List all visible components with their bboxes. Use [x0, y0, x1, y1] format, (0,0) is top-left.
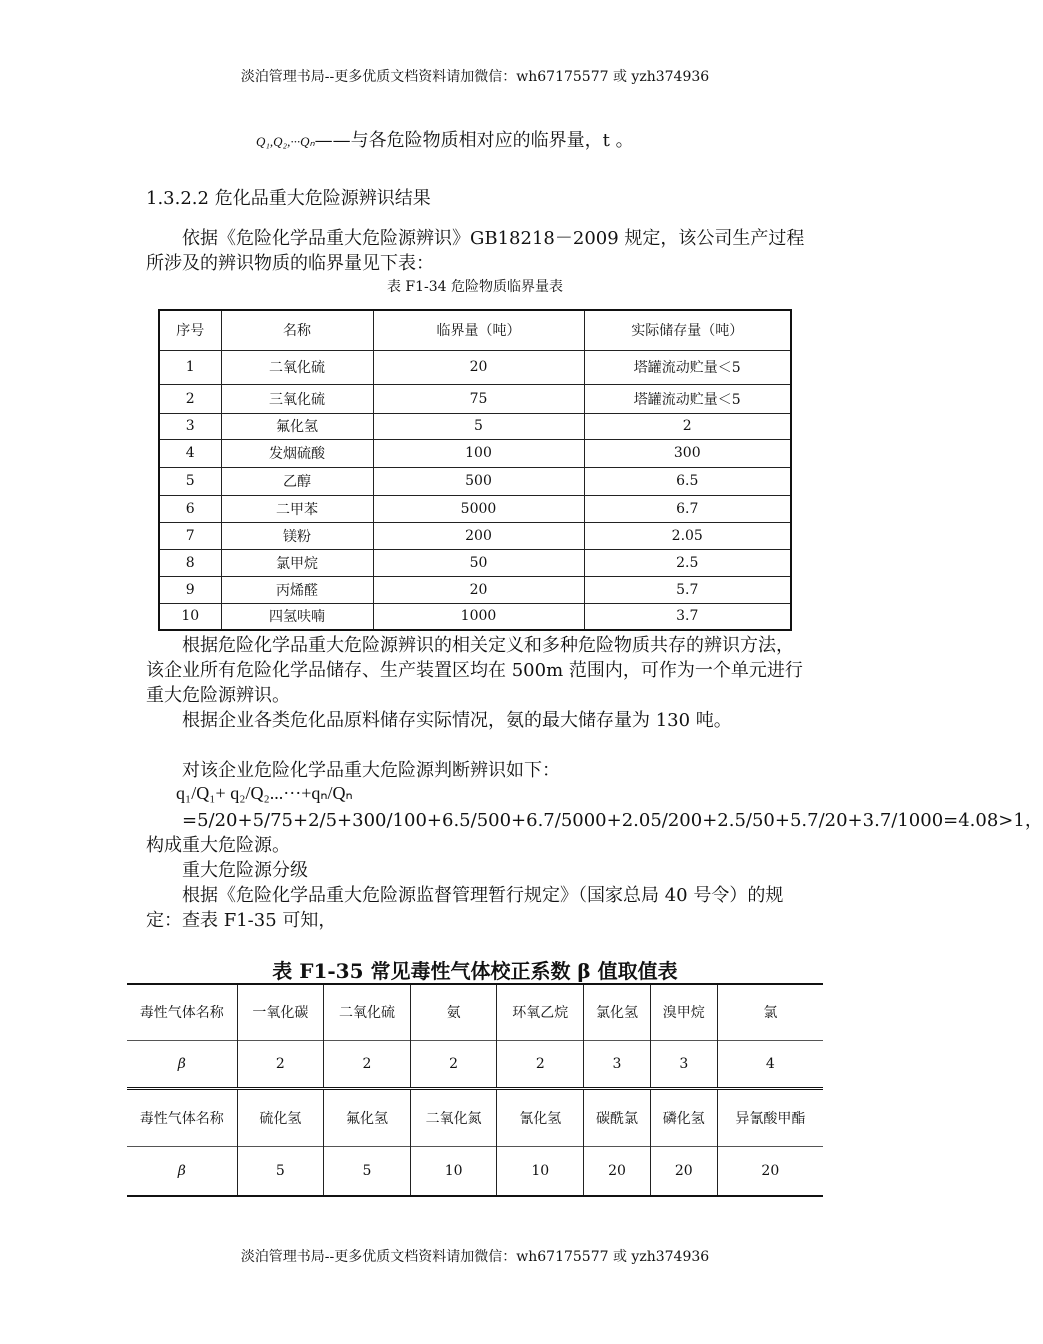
table1-cell: 2.05	[584, 522, 791, 549]
table1-cell: 5000	[373, 495, 584, 522]
table1-cell: 2	[584, 413, 791, 439]
toxic-gas-beta-table	[127, 983, 823, 1197]
table1-cell: 乙醇	[221, 467, 373, 495]
table1-caption: 表 F1-34 危险物质临界量表	[386, 279, 564, 295]
formula-expression: q₁/Q₁+ q₂/Q₂...···+qₙ/Qₙ	[176, 783, 353, 803]
table1-cell: 75	[373, 384, 584, 413]
table1-cell: 5	[373, 413, 584, 439]
table1-header-cell: 实际储存量（吨）	[584, 310, 791, 350]
beta-value-cell: 3	[650, 1040, 717, 1088]
beta-value-cell: 20	[717, 1146, 823, 1196]
beta-value-cell: 20	[650, 1146, 717, 1196]
table1-cell: 2	[159, 384, 221, 413]
gas-name-cell: 碳酰氯	[584, 1088, 651, 1146]
table1-cell: 100	[373, 439, 584, 467]
table1-cell: 6.7	[584, 495, 791, 522]
beta-value-cell: 20	[584, 1146, 651, 1196]
paragraph-ammonia-storage: 根据企业各类危化品原料储存实际情况，氨的最大储存量为 130 吨。	[182, 710, 732, 731]
table2-name-row	[127, 1088, 823, 1146]
table1-cell: 1000	[373, 603, 584, 630]
table-row	[159, 522, 791, 549]
table1-cell: 50	[373, 549, 584, 576]
gas-name-cell: 氟化氢	[324, 1088, 411, 1146]
table1-cell: 500	[373, 467, 584, 495]
gas-name-cell: 氰化氢	[497, 1088, 584, 1146]
q-symbols: Q₁,Q₂,···Qₙ	[256, 134, 315, 149]
formula-calculation: =5/20+5/75+2/5+300/100+6.5/500+6.7/5000+2.05/200+2.5/50+5.7/20+3.7/1000=4.08>1，构成重大危险源。	[146, 810, 1043, 856]
paragraph-identification-method: 根据危险化学品重大危险源辨识的相关定义和多种危险物质共存的辨识方法，该企业所有危险化学品储存、生产装置区均在 500m 范围内，可作为一个单元进行重大危险源辨识。	[146, 635, 803, 706]
gas-name-cell: 一氧化碳	[237, 984, 324, 1040]
table1-header-cell: 序号	[159, 310, 221, 350]
table-row	[159, 576, 791, 603]
beta-value-cell: 2	[324, 1040, 411, 1088]
table1-cell: 1	[159, 350, 221, 384]
table1-cell: 9	[159, 576, 221, 603]
table-row	[159, 603, 791, 630]
table-row	[159, 350, 791, 384]
table1-cell: 6	[159, 495, 221, 522]
table1-cell: 二甲苯	[221, 495, 373, 522]
table1-cell: 3	[159, 413, 221, 439]
gas-name-cell: 磷化氢	[650, 1088, 717, 1146]
table1-cell: 3.7	[584, 603, 791, 630]
table1-cell: 四氢呋喃	[221, 603, 373, 630]
beta-value-cell: 2	[237, 1040, 324, 1088]
table2-row-label: 毒性气体名称	[127, 1088, 237, 1146]
table2-beta-label: β	[127, 1040, 237, 1088]
paragraph-regulation: 根据《危险化学品重大危险源监督管理暂行规定》（国家总局 40 号令）的规定：查表 F1-35 可知，	[146, 885, 784, 931]
table1-header-cell: 名称	[221, 310, 373, 350]
table-row	[159, 384, 791, 413]
intro-paragraph: 依据《危险化学品重大危险源辨识》GB18218－2009 规定，该公司生产过程所涉及的辨识物质的临界量见下表：	[146, 228, 805, 274]
table1-header-row	[159, 310, 791, 350]
beta-value-cell: 5	[237, 1146, 324, 1196]
q-definition	[256, 126, 634, 152]
page-header: 淡泊管理书局--更多优质文档资料请加微信：wh67175577 或 yzh374936	[240, 69, 710, 85]
table-row	[159, 439, 791, 467]
table1-cell: 200	[373, 522, 584, 549]
critical-quantity-table	[158, 309, 792, 631]
gas-name-cell: 氨	[410, 984, 497, 1040]
table1-header-cell: 临界量（吨）	[373, 310, 584, 350]
table1-cell: 20	[373, 350, 584, 384]
table2-beta-label: β	[127, 1146, 237, 1196]
gas-name-cell: 氯化氢	[584, 984, 651, 1040]
table1-cell: 300	[584, 439, 791, 467]
table2-name-row	[127, 984, 823, 1040]
table1-cell: 5.7	[584, 576, 791, 603]
table1-cell: 塔罐流动贮量＜5	[584, 350, 791, 384]
beta-value-cell: 4	[717, 1040, 823, 1088]
table-row	[159, 549, 791, 576]
beta-value-cell: 2	[497, 1040, 584, 1088]
section-heading: 1.3.2.2 危化品重大危险源辨识结果	[146, 188, 431, 209]
table2-title: 表 F1-35 常见毒性气体校正系数 β 值取值表	[272, 959, 678, 983]
beta-value-cell: 2	[410, 1040, 497, 1088]
table1-cell: 塔罐流动贮量＜5	[584, 384, 791, 413]
table-row	[159, 495, 791, 522]
table2-beta-row	[127, 1146, 823, 1196]
table1-cell: 10	[159, 603, 221, 630]
gas-name-cell: 二氧化氮	[410, 1088, 497, 1146]
table-row	[159, 467, 791, 495]
table1-cell: 20	[373, 576, 584, 603]
table2-row-label: 毒性气体名称	[127, 984, 237, 1040]
table1-cell: 6.5	[584, 467, 791, 495]
table1-cell: 2.5	[584, 549, 791, 576]
gas-name-cell: 硫化氢	[237, 1088, 324, 1146]
beta-value-cell: 5	[324, 1146, 411, 1196]
table-row	[159, 413, 791, 439]
q-definition-text: ——与各危险物质相对应的临界量，t 。	[314, 130, 634, 151]
table1-cell: 二氧化硫	[221, 350, 373, 384]
gas-name-cell: 环氧乙烷	[497, 984, 584, 1040]
table1-cell: 氯甲烷	[221, 549, 373, 576]
gas-name-cell: 异氰酸甲酯	[717, 1088, 823, 1146]
gas-name-cell: 溴甲烷	[650, 984, 717, 1040]
table1-cell: 氟化氢	[221, 413, 373, 439]
table1-cell: 发烟硫酸	[221, 439, 373, 467]
page-footer: 淡泊管理书局--更多优质文档资料请加微信：wh67175577 或 yzh374936	[240, 1249, 710, 1265]
gas-name-cell: 二氧化硫	[324, 984, 411, 1040]
table1-cell: 8	[159, 549, 221, 576]
beta-value-cell: 10	[410, 1146, 497, 1196]
table1-cell: 三氧化硫	[221, 384, 373, 413]
table1-cell: 丙烯醛	[221, 576, 373, 603]
gas-name-cell: 氯	[717, 984, 823, 1040]
beta-value-cell: 3	[584, 1040, 651, 1088]
table1-cell: 5	[159, 467, 221, 495]
table1-cell: 镁粉	[221, 522, 373, 549]
beta-value-cell: 10	[497, 1146, 584, 1196]
table2-beta-row	[127, 1040, 823, 1088]
paragraph-identification-intro: 对该企业危险化学品重大危险源判断辨识如下：	[182, 760, 560, 781]
paragraph-grading-heading: 重大危险源分级	[182, 860, 308, 881]
table1-cell: 7	[159, 522, 221, 549]
table1-cell: 4	[159, 439, 221, 467]
